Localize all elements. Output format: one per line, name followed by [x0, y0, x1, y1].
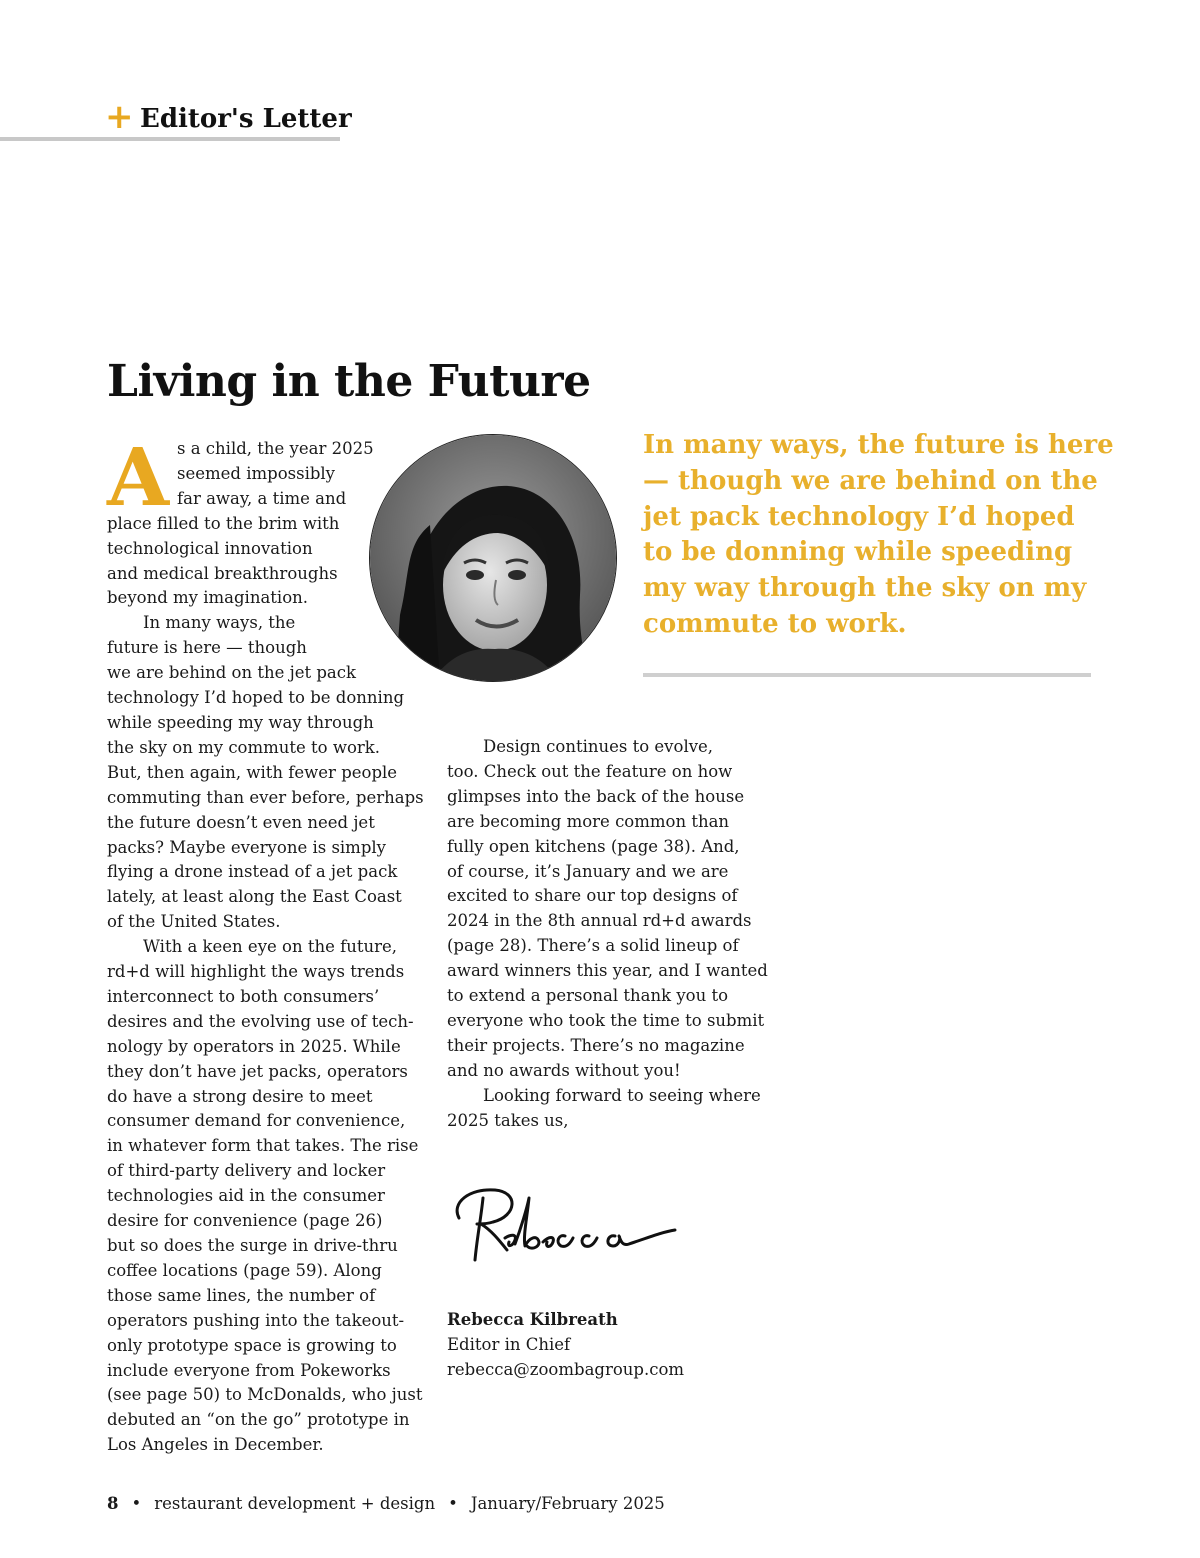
footer-bullet: • [448, 1494, 458, 1513]
body-text-line: their projects. There’s no magazine [447, 1035, 745, 1055]
body-text-line: glimpses into the back of the house [447, 786, 745, 806]
body-text-line: operators pushing into the takeout- [107, 1310, 405, 1330]
body-text-line: 2025 takes us, [447, 1110, 569, 1130]
body-text-line: desires and the evolving use of tech- [107, 1011, 414, 1031]
plus-icon: + [105, 97, 134, 137]
pull-quote-line: my way through the sky on my [643, 573, 1087, 604]
signature-name: Rebecca Kilbreath [447, 1310, 618, 1329]
body-text-line: far away, a time and [177, 488, 347, 508]
pull-quote-divider [643, 673, 1091, 677]
body-text-line: rd+d will highlight the ways trends [107, 962, 405, 982]
body-text-line: With a keen eye on the future, [143, 937, 397, 957]
body-text-line: packs? Maybe everyone is simply [107, 837, 386, 857]
body-text-line: include everyone from Pokeworks [107, 1360, 391, 1380]
body-text-line: s a child, the year 2025 [177, 439, 374, 458]
body-text-line: only prototype space is growing to [107, 1335, 397, 1355]
pull-quote-line: commute to work. [643, 608, 907, 639]
footer-bullet: • [131, 1494, 142, 1513]
issue-date: January/February 2025 [470, 1494, 665, 1513]
drop-cap: A [107, 430, 170, 524]
body-text-line: technological innovation [107, 538, 313, 558]
body-text-line: of the United States. [107, 912, 281, 932]
pull-quote [643, 428, 1114, 643]
body-text-line: Looking forward to seeing where [483, 1085, 761, 1105]
body-text-line: while speeding my way through [107, 712, 374, 732]
body-text-line: of third-party delivery and locker [107, 1161, 386, 1181]
article-column-1 [107, 430, 424, 1458]
article-title: Living in the Future [107, 356, 591, 407]
body-text-line: in whatever form that takes. The rise [107, 1136, 419, 1156]
body-text-line: do have a strong desire to meet [107, 1086, 373, 1106]
body-text-line: of course, it’s January and we are [447, 861, 729, 881]
body-text-line: (page 28). There’s a solid lineup of [447, 936, 739, 956]
body-text-line: the sky on my commute to work. [107, 737, 381, 757]
body-text-line: Design continues to evolve, [483, 737, 714, 756]
body-text-line: but so does the surge in drive-thru [107, 1236, 398, 1255]
body-text-line: seemed impossibly [177, 463, 336, 483]
body-text-line: commuting than ever before, perhaps [107, 787, 424, 807]
body-text-line: flying a drone instead of a jet pack [107, 862, 398, 882]
body-text-line: technologies aid in the consumer [107, 1186, 385, 1206]
signature-role: Editor in Chief [447, 1335, 571, 1354]
body-text-line: those same lines, the number of [107, 1285, 376, 1305]
body-text-line: (see page 50) to McDonalds, who just [107, 1385, 423, 1405]
body-text-line: In many ways, the [143, 613, 296, 633]
page-footer [107, 1491, 665, 1516]
body-text-line: technology I’d hoped to be donning [107, 688, 405, 708]
body-text-line: debuted an “on the go” prototype in [107, 1410, 410, 1430]
body-text-line: interconnect to both consumers’ [107, 986, 380, 1006]
publication-name: restaurant development + design [154, 1494, 436, 1513]
body-text-line: to extend a personal thank you to [447, 986, 729, 1006]
body-text-line: Los Angeles in December. [107, 1435, 324, 1455]
pull-quote-line: to be donning while speeding [643, 537, 1073, 568]
handwritten-signature [447, 1178, 687, 1273]
body-text-line: coffee locations (page 59). Along [107, 1260, 382, 1280]
pull-quote-line: jet pack technology I’d hoped [643, 501, 1075, 532]
body-text-line: and medical breakthroughs [107, 563, 338, 583]
body-text-line: beyond my imagination. [107, 588, 309, 608]
body-text-line: desire for convenience (page 26) [107, 1211, 383, 1231]
body-text-line: and no awards without you! [447, 1060, 681, 1080]
body-text-line: excited to share our top designs of [447, 886, 738, 906]
body-text-line: consumer demand for convenience, [107, 1111, 406, 1131]
section-divider [0, 137, 340, 141]
body-text-line: they don’t have jet packs, operators [107, 1061, 408, 1081]
body-text-line: place filled to the brim with [107, 513, 340, 533]
pull-quote-line: In many ways, the future is here [643, 430, 1114, 460]
body-text-line: 2024 in the 8th annual rd+d awards [447, 911, 752, 931]
body-text-line: fully open kitchens (page 38). And, [447, 836, 740, 856]
section-title: Editor's Letter [140, 104, 352, 134]
page-number: 8 [107, 1494, 119, 1513]
body-text-line: lately, at least along the East Coast [107, 887, 402, 907]
signature-email: rebecca@zoombagroup.com [447, 1360, 685, 1379]
body-text-line: award winners this year, and I wanted [447, 961, 768, 981]
body-text-line: the future doesn’t even need jet [107, 812, 375, 832]
body-text-line: too. Check out the feature on how [447, 761, 733, 781]
author-photo [369, 434, 617, 682]
body-text-line: everyone who took the time to submit [447, 1010, 765, 1030]
body-text-line: future is here — though [107, 638, 307, 658]
body-text-line: nology by operators in 2025. While [107, 1036, 401, 1056]
article-column-2 [447, 735, 768, 1134]
body-text-line: But, then again, with fewer people [107, 762, 398, 782]
body-text-line: we are behind on the jet pack [107, 663, 356, 683]
body-text-line: are becoming more common than [447, 811, 730, 831]
pull-quote-line: — though we are behind on the [643, 465, 1098, 496]
